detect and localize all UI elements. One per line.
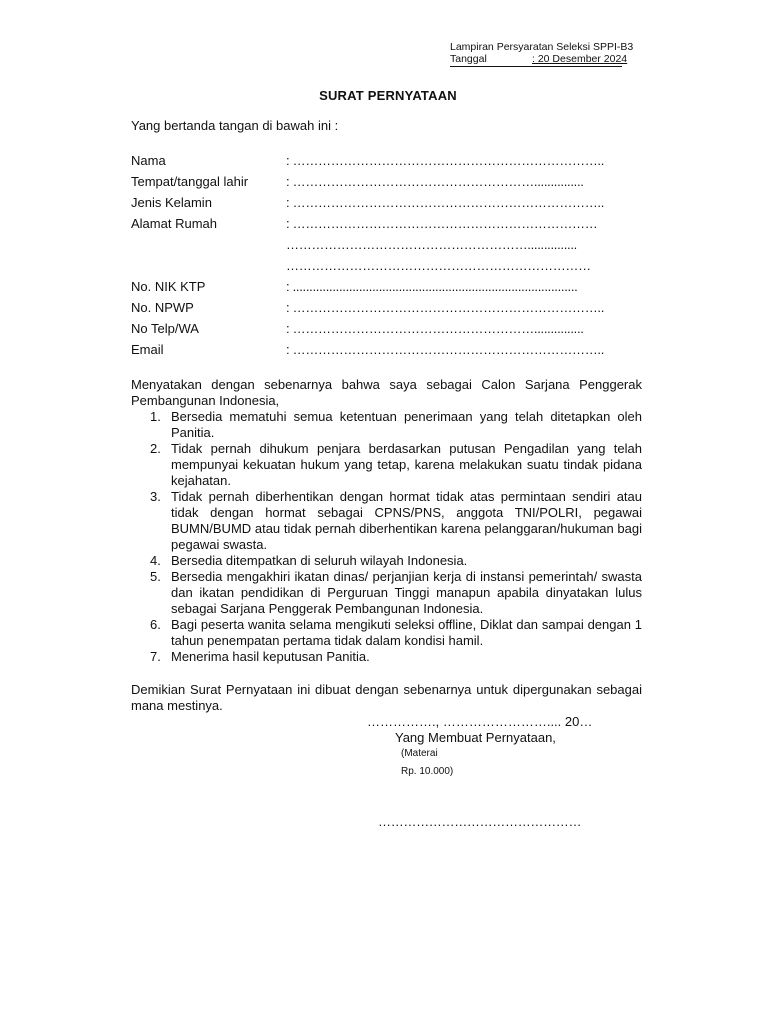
field-value: …………………………………………………............... bbox=[286, 237, 577, 252]
place-date-line: ……………., …………………….... 20… bbox=[367, 714, 593, 729]
field-jenis-kelamin bbox=[131, 192, 651, 213]
item-text: Bersedia ditempatkan di seluruh wilayah Indonesia. bbox=[171, 553, 468, 568]
field-label: Jenis Kelamin bbox=[131, 195, 212, 210]
field-alamat-line-2 bbox=[131, 234, 651, 255]
list-item bbox=[150, 617, 642, 649]
item-text: Bagi peserta wanita selama mengikuti seleksi offline, Diklat dan sampai dengan 1 tahun penempatan pertama tidak dalam kondisi hamil. bbox=[171, 617, 642, 648]
item-number: 1. bbox=[150, 409, 161, 424]
statement-lead: Menyatakan dengan sebenarnya bahwa saya sebagai Calon Sarjana Penggerak Pembangunan Indonesia, bbox=[131, 377, 642, 408]
field-label: Tempat/tanggal lahir bbox=[131, 174, 249, 189]
signer-label: Yang Membuat Pernyataan, bbox=[395, 730, 556, 745]
field-value: ……………………………………………………………… bbox=[286, 258, 591, 273]
field-value: : …………………………………………………............... bbox=[286, 321, 584, 336]
list-item bbox=[150, 409, 642, 441]
field-value: : …………………………………………………............... bbox=[286, 174, 584, 189]
attachment-date-row bbox=[450, 53, 628, 65]
list-item bbox=[150, 489, 642, 553]
item-text: Bersedia mengakhiri ikatan dinas/ perjanjian kerja di instansi pemerintah/ swasta dan ikatan pendidikan di Perguruan Tinggi manapun apabila dinyatakan lulus sebagai Sarjana Penggerak Pembangunan Indonesia. bbox=[171, 569, 642, 616]
field-npwp bbox=[131, 297, 651, 318]
field-value: : ...................................................................................... bbox=[286, 279, 578, 294]
field-label bbox=[131, 234, 286, 255]
item-text: Tidak pernah diberhentikan dengan hormat tidak atas permintaan sendiri atau tidak dengan hormat sebagai CPNS/PNS, anggota TNI/POLRI, pegawai BUMN/BUMD atau tidak pernah diberhentikan karena pelanggaran/hukuman bagi pegawai swasta. bbox=[171, 489, 642, 552]
field-label: No. NIK KTP bbox=[131, 279, 206, 294]
field-value: : ……………………………………………………………….. bbox=[286, 300, 605, 315]
field-label: Email bbox=[131, 342, 164, 357]
item-number: 4. bbox=[150, 553, 161, 568]
signature-line: ………………………………………… bbox=[378, 814, 582, 829]
date-value: : 20 Desember 2024 bbox=[532, 53, 628, 65]
document-title: SURAT PERNYATAAN bbox=[319, 88, 457, 103]
item-number: 6. bbox=[150, 617, 161, 632]
closing-text: Demikian Surat Pernyataan ini dibuat dengan sebenarnya untuk dipergunakan sebagai mana mestinya. bbox=[131, 682, 642, 713]
attachment-line: Lampiran Persyaratan Seleksi SPPI-B3 bbox=[450, 41, 634, 53]
field-telp-wa bbox=[131, 318, 651, 339]
stamp-note-line-2: Rp. 10.000) bbox=[401, 766, 454, 777]
stamp-note-line-1: (Materai bbox=[401, 748, 438, 759]
field-label bbox=[131, 255, 286, 276]
field-value: : ……………………………………………………………….. bbox=[286, 342, 605, 357]
list-item bbox=[150, 553, 642, 569]
identity-fields bbox=[131, 150, 651, 360]
item-number: 2. bbox=[150, 441, 161, 456]
item-number: 7. bbox=[150, 649, 161, 664]
intro-text: Yang bertanda tangan di bawah ini : bbox=[131, 118, 339, 133]
item-number: 3. bbox=[150, 489, 161, 504]
item-text: Menerima hasil keputusan Panitia. bbox=[171, 649, 370, 664]
field-tempat-tanggal-lahir bbox=[131, 171, 651, 192]
field-alamat-line-3 bbox=[131, 255, 651, 276]
field-label: No Telp/WA bbox=[131, 321, 199, 336]
field-label: No. NPWP bbox=[131, 300, 194, 315]
field-nama bbox=[131, 150, 651, 171]
field-value: : ……………………………………………………………… bbox=[286, 216, 598, 231]
statement-list bbox=[131, 409, 642, 665]
statement-section bbox=[131, 377, 642, 665]
field-value: : ……………………………………………………………….. bbox=[286, 153, 605, 168]
list-item bbox=[150, 649, 642, 665]
attachment-header bbox=[450, 41, 634, 67]
field-label: Nama bbox=[131, 153, 166, 168]
list-item bbox=[150, 569, 642, 617]
date-label: Tanggal bbox=[450, 53, 487, 65]
list-item bbox=[150, 441, 642, 489]
field-label: Alamat Rumah bbox=[131, 216, 217, 231]
field-alamat-rumah bbox=[131, 213, 651, 234]
closing-section bbox=[131, 682, 642, 714]
field-value: : ……………………………………………………………….. bbox=[286, 195, 605, 210]
field-nik-ktp bbox=[131, 276, 651, 297]
item-number: 5. bbox=[150, 569, 161, 584]
item-text: Bersedia mematuhi semua ketentuan penerimaan yang telah ditetapkan oleh Panitia. bbox=[171, 409, 642, 440]
item-text: Tidak pernah dihukum penjara berdasarkan putusan Pengadilan yang telah mempunyai kekuatan hukum yang tetap, karena melakukan suatu tindak pidana kejahatan. bbox=[171, 441, 642, 488]
field-email bbox=[131, 339, 651, 360]
